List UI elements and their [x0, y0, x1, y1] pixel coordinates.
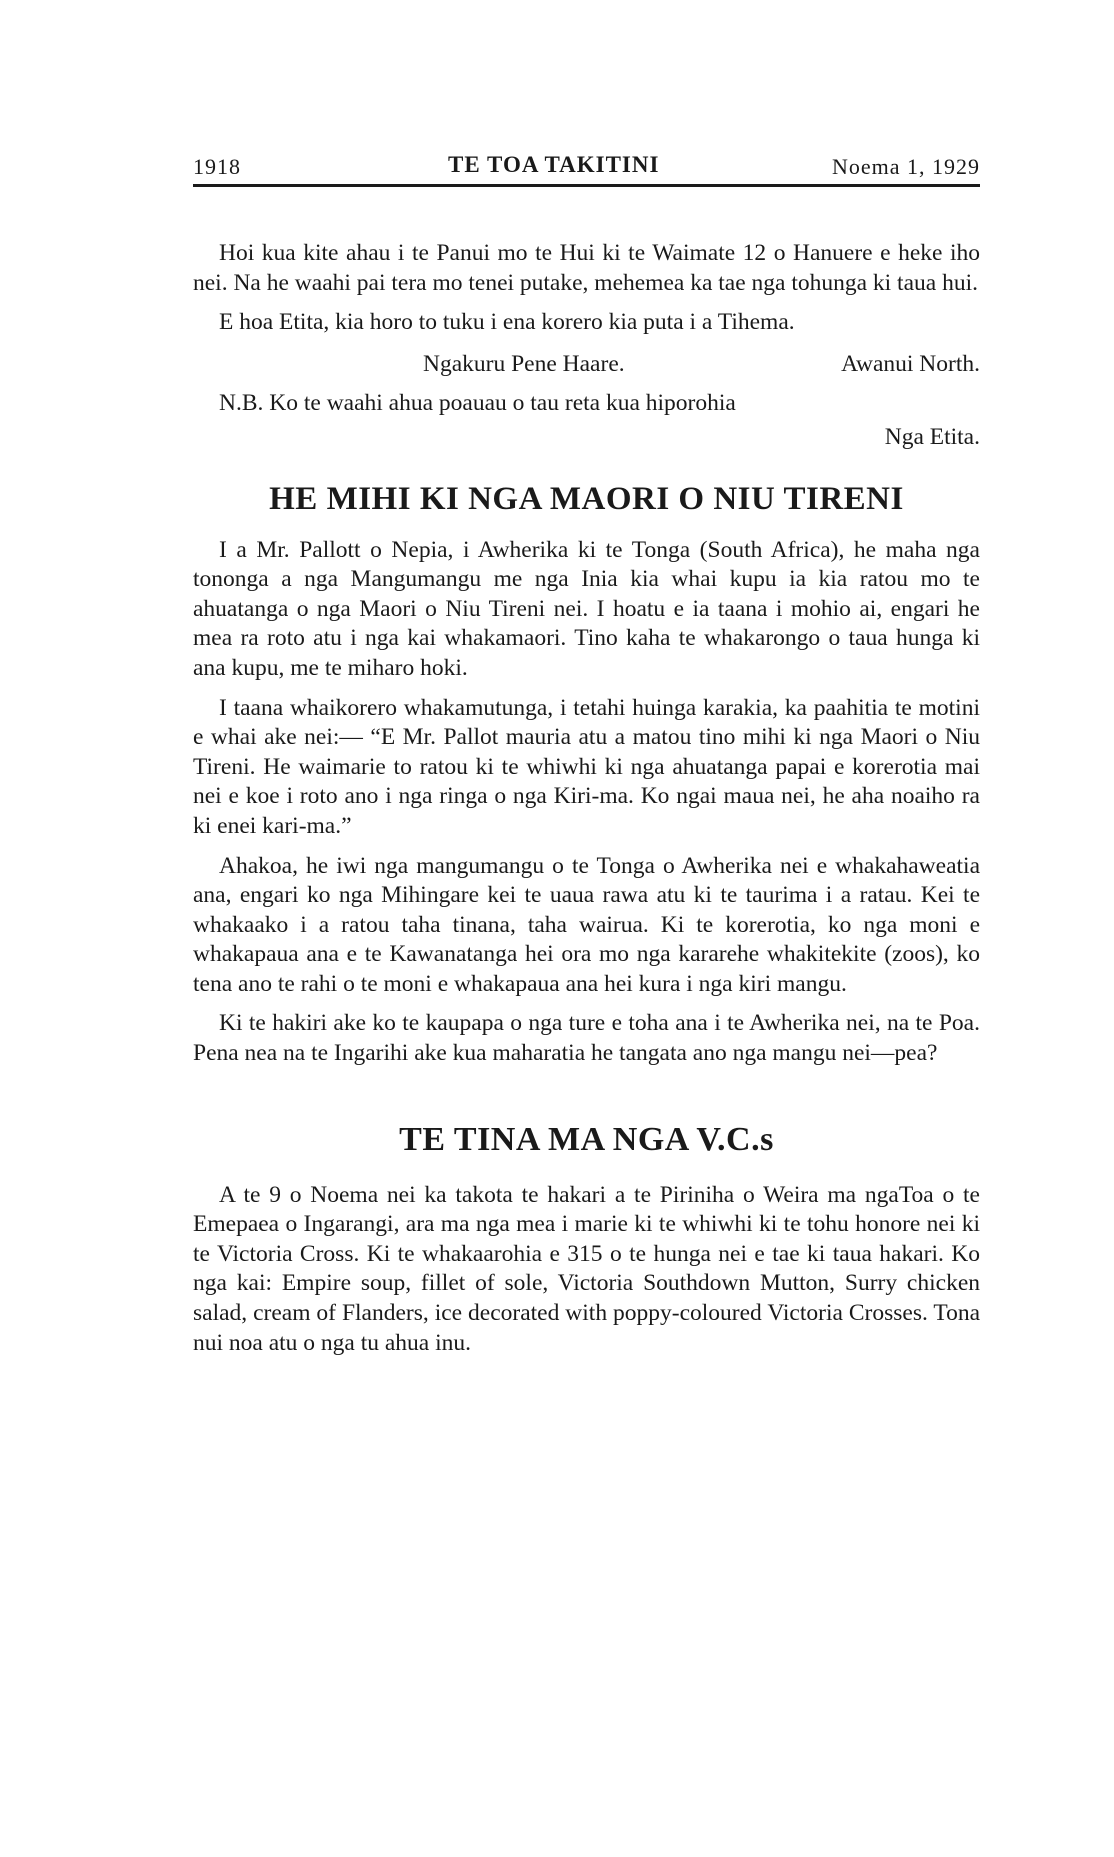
- page-content: [193, 239, 980, 1358]
- article-mihi: [193, 481, 980, 1069]
- article-vc: [193, 1121, 980, 1359]
- article-paragraph: A te 9 o Noema nei ka takota te hakari a te Piriniha o Weira ma ngaToa o te Emepaea o Ingarangi, ara ma nga mea i marie ki te whiwhi ki te tohu honore nei ki te Victoria Cross. Ki te whakaarohia e 315 o te hunga nei e tae ki taua hakari. Ko nga kai: Empire soup, fillet of sole, Victoria Southdown Mutton, Surry chicken salad, cream of Flanders, ice decorated with poppy-coloured Victoria Crosses. Tona nui noa atu o nga tu ahua inu.: [193, 1181, 980, 1356]
- issue-date: Noema 1, 1929: [831, 154, 980, 179]
- article-heading: TE TINA MA NGA V.C.s: [399, 1120, 774, 1158]
- running-header: [193, 150, 980, 187]
- letter-signature-line: [193, 350, 980, 380]
- publication-title: TE TOA TAKITINI: [448, 152, 660, 177]
- article-heading: HE MIHI KI NGA MAORI O NIU TIRENI: [269, 480, 904, 517]
- letter-paragraph: Hoi kua kite ahau i te Panui mo te Hui ki te Waimate 12 o Hanuere e heke iho nei. Na he waahi pai tera mo tenei putake, mehemea ka tae nga tohunga ki taua hui.: [193, 240, 980, 296]
- article-paragraph: I taana whaikorero whakamutunga, i tetahi huinga karakia, ka paahitia te motini e whai ake nei:— “E Mr. Pallot mauria atu a matou tino mihi ki nga Maori o Niu Tireni. He waimarie to ratou ki te whiwhi ki nga ahuatanga papai e korerotia mai nei e koe i roto ano i nga ringa o nga Kiri-ma. Ko ngai maua nei, he aha noaiho ra ki enei kari-ma.”: [193, 694, 980, 839]
- article-paragraph: Ahakoa, he iwi nga mangumangu o te Tonga o Awherika nei e whakahaweatia ana, engari ko nga Mihingare kei te uaua rawa atu ki te taurima i a ratau. Kei te whakaako i a ratou taha tinana, taha wairua. Ki te korerotia, ko nga moni e whakapaua ana e te Kawanatanga hei ora mo nga kararehe whakitekite (zoos), ko tena ano te rahi o te moni e whakapaua ana hei kura i nga kiri mangu.: [193, 852, 980, 997]
- article-paragraph: I a Mr. Pallott o Nepia, i Awherika ki te Tonga (South Africa), he maha nga tononga a nga Mangumangu me nga Inia kia whai kupu ia kia ratou mo te ahuatanga o nga Maori o Niu Tireni nei. I hoatu e ia taana i mohio ai, engari he mea ra roto atu i nga kai whakamaori. Tino kaha te whakarongo o taua hunga ki ana kupu, me te miharo hoki.: [193, 536, 980, 681]
- editor-note: N.B. Ko te waahi ahua poauau o tau reta kua hiporohia: [219, 390, 736, 417]
- letter-signature: Ngakuru Pene Haare.: [423, 350, 625, 377]
- letter-location: Awanui North.: [841, 350, 980, 377]
- letter-paragraph: E hoa Etita, kia horo to tuku i ena korero kia puta i a Tihema.: [219, 309, 795, 336]
- newspaper-page: [193, 150, 980, 1358]
- article-paragraph: Ki te hakiri ake ko te kaupapa o nga ture e toha ana i te Awherika nei, na te Poa. Pena nea na te Ingarihi ake kua maharatia he tangata ano nga mangu nei—pea?: [193, 1010, 980, 1067]
- letter-section: [193, 239, 980, 453]
- page-number: 1918: [193, 154, 241, 179]
- editor-signature: Nga Etita.: [884, 423, 980, 450]
